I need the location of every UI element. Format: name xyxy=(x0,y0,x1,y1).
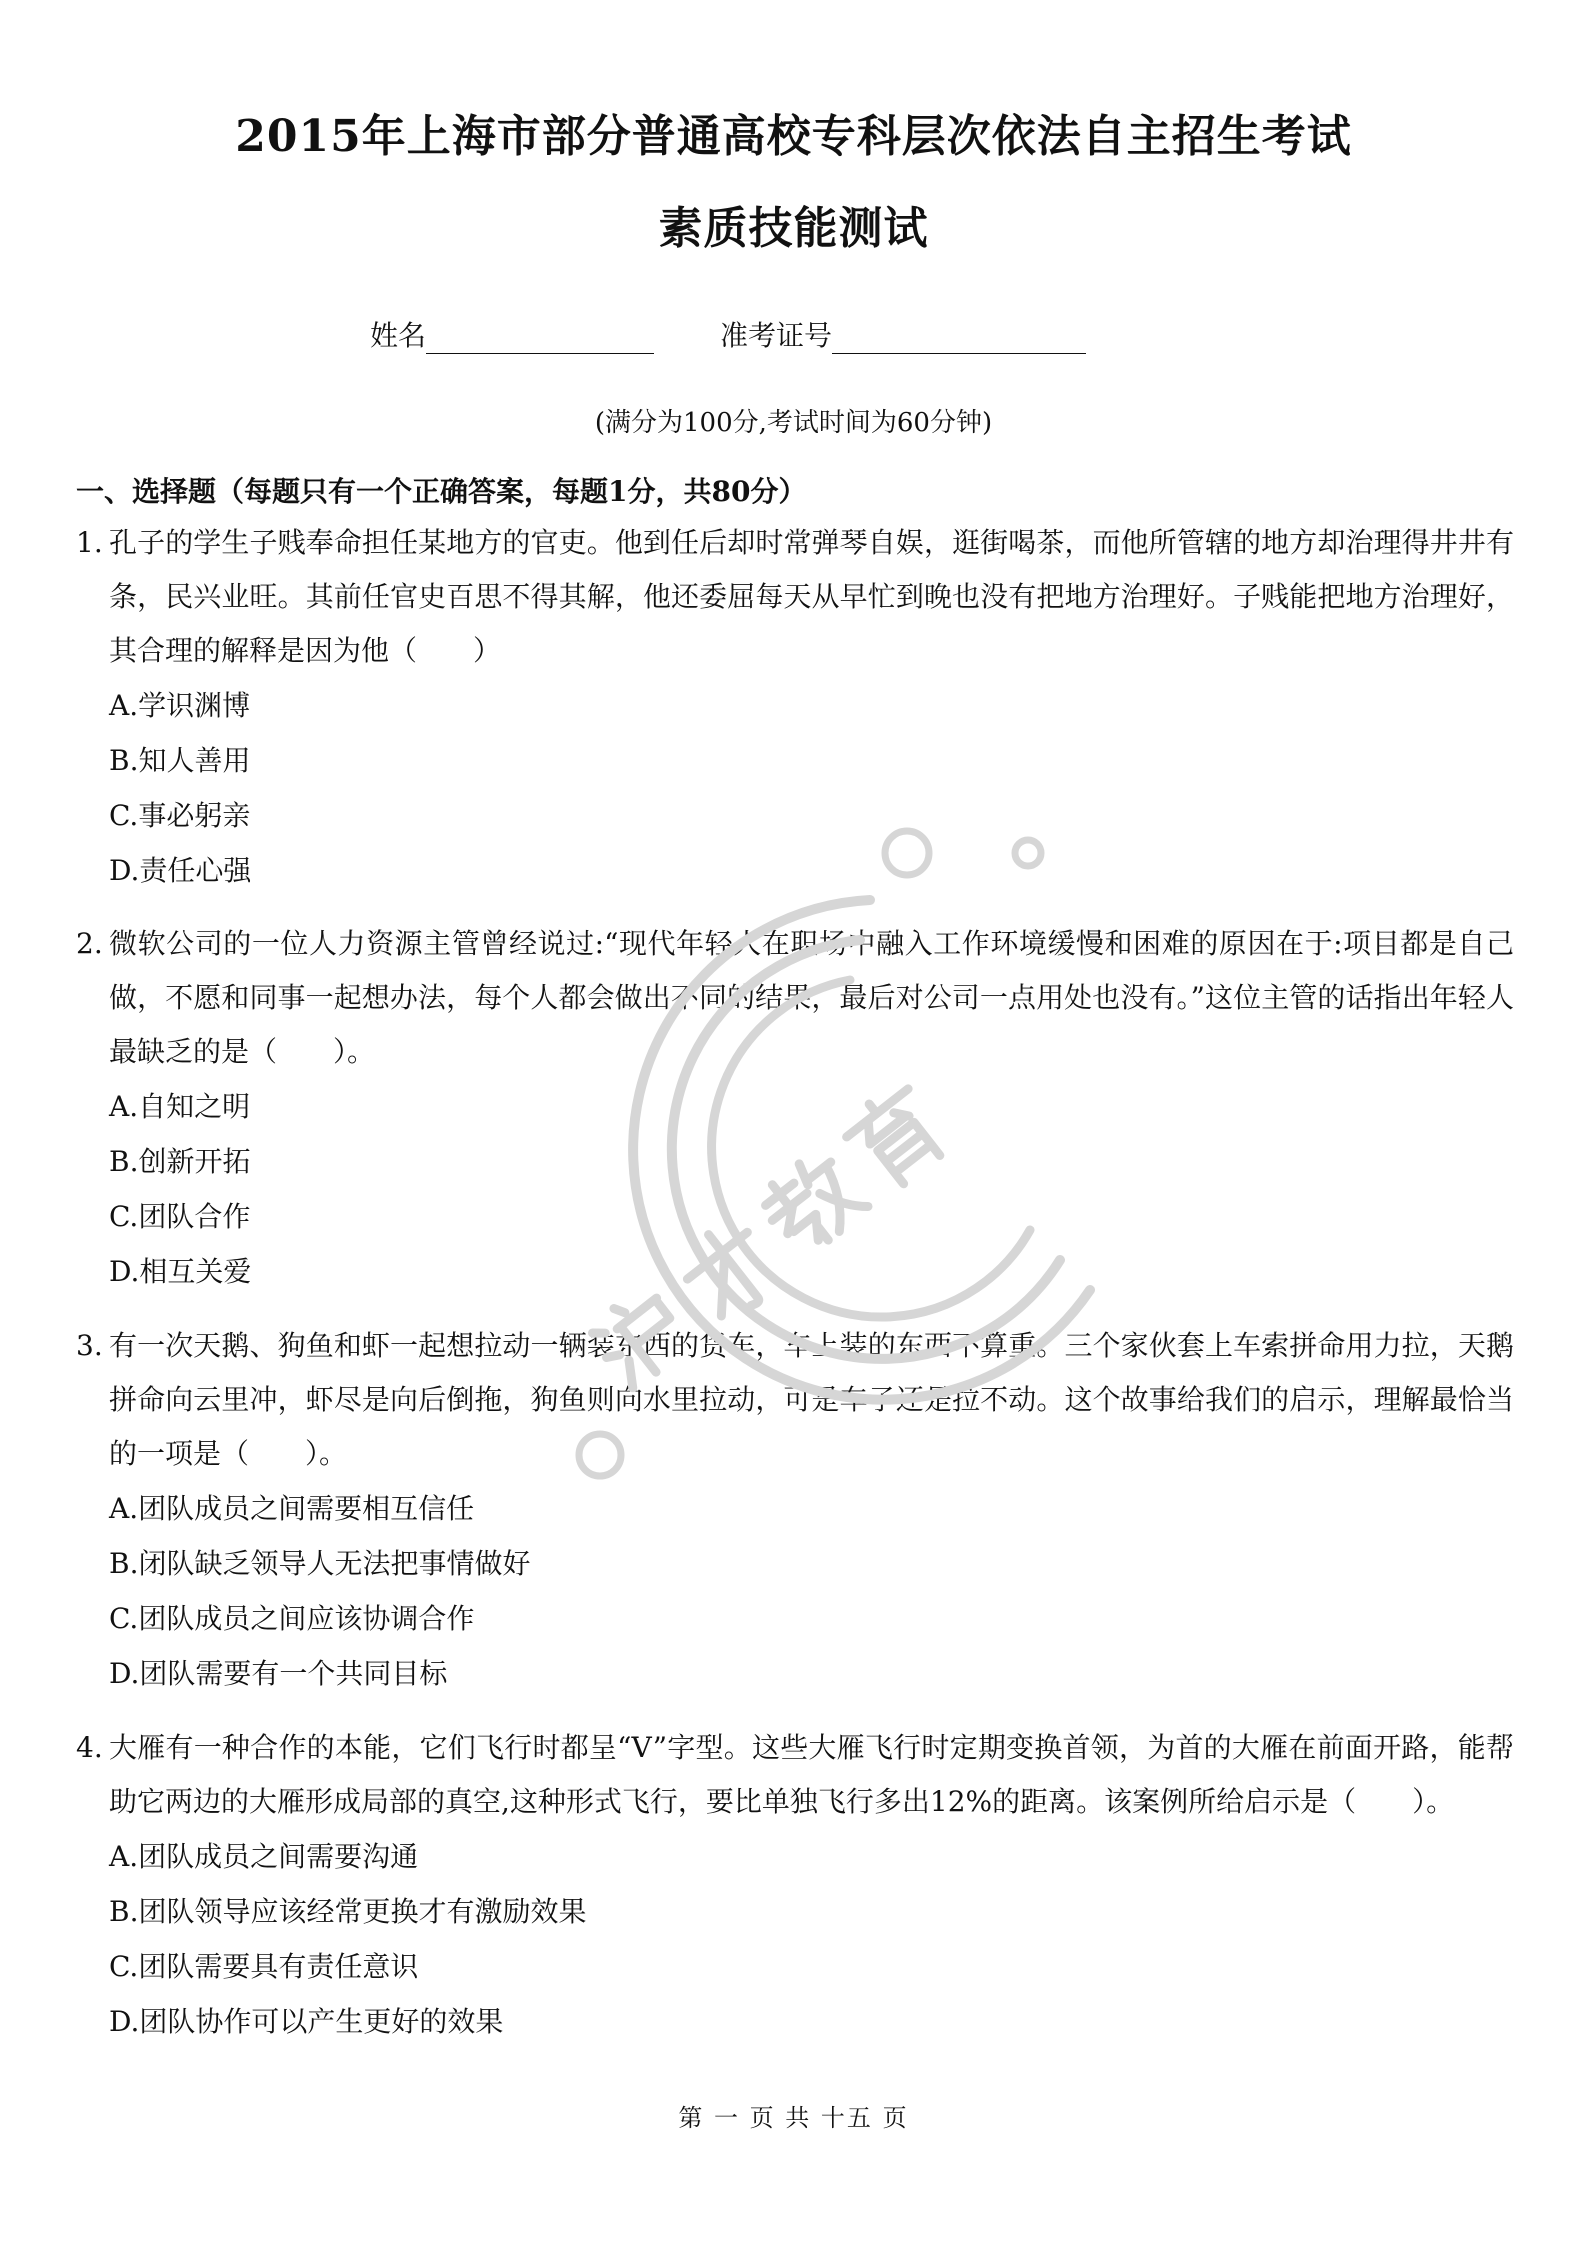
exam-id-blank xyxy=(832,323,1086,354)
option-b: B.闭队缺乏领导人无法把事情做好 xyxy=(109,1547,531,1580)
exam-title: 2015年上海市部分普通高校专科层次依法自主招生考试 xyxy=(235,111,1352,162)
option-d: D.责任心强 xyxy=(109,854,252,887)
exam-note: (满分为100分,考试时间为60分钟) xyxy=(594,408,993,438)
option-c: C.团队成员之间应该协调合作 xyxy=(109,1602,475,1635)
question-number: 4. xyxy=(76,1731,103,1764)
question-text: 有一次天鹅、狗鱼和虾一起想拉动一辆装东西的货车，车上装的东西不算重。三个家伙套上车索拼命用力拉，天鹅拼命向云里冲，虾尽是向后倒拖，狗鱼则向水里拉动，可是车子还是拉不动。这个故事给我们的启示，理解最恰当的一项是（ ）。 xyxy=(109,1329,1514,1470)
question-2 xyxy=(76,917,1514,1299)
option-d: D.团队需要有一个共同目标 xyxy=(109,1657,448,1690)
option-a: A.学识渊博 xyxy=(109,689,251,722)
page-footer: 第 一 页 共 十五 页 xyxy=(678,2104,909,2132)
option-b: B.创新开拓 xyxy=(109,1145,251,1178)
question-stem xyxy=(76,1721,1514,1829)
exam-subtitle: 素质技能测试 xyxy=(658,203,929,254)
question-number: 2. xyxy=(76,927,103,960)
option-d: D.团队协作可以产生更好的效果 xyxy=(109,2005,504,2038)
option-b: B.团队领导应该经常更换才有激励效果 xyxy=(109,1895,587,1928)
name-blank xyxy=(426,323,654,354)
question-3 xyxy=(76,1319,1514,1701)
exam-id-label: 准考证号 xyxy=(720,319,833,352)
question-stem xyxy=(76,1319,1514,1481)
option-a: A.自知之明 xyxy=(109,1090,251,1123)
section-heading: 一、选择题（每题只有一个正确答案，每题1分，共80分） xyxy=(76,475,807,508)
candidate-fields xyxy=(370,314,1270,354)
option-b: B.知人善用 xyxy=(109,744,251,777)
option-c: C.团队合作 xyxy=(109,1200,251,1233)
question-stem xyxy=(76,917,1514,1079)
option-a: A.团队成员之间需要相互信任 xyxy=(109,1492,475,1525)
question-4 xyxy=(76,1721,1514,2049)
option-d: D.相互关爱 xyxy=(109,1255,252,1288)
question-text: 微软公司的一位人力资源主管曾经说过:“现代年轻人在职场中融入工作环境缓慢和困难的原因在于:项目都是自己做，不愿和同事一起想办法，每个人都会做出不同的结果，最后对公司一点用处也没有。”这位主管的话指出年轻人最缺乏的是（ ）。 xyxy=(109,927,1514,1068)
option-c: C.事必躬亲 xyxy=(109,799,251,832)
question-number: 3. xyxy=(76,1329,103,1362)
question-number: 1. xyxy=(76,526,103,559)
question-text: 大雁有一种合作的本能，它们飞行时都呈“V”字型。这些大雁飞行时定期变换首领，为首的大雁在前面开路，能帮助它两边的大雁形成局部的真空,这种形式飞行，要比单独飞行多出12%的距离。该案例所给启示是（ ）。 xyxy=(109,1731,1514,1818)
question-text: 孔子的学生子贱奉命担任某地方的官吏。他到任后却时常弹琴自娱，逛街喝茶，而他所管辖的地方却治理得井井有条，民兴业旺。其前任官史百思不得其解，他还委屈每天从早忙到晚也没有把地方治理好。子贱能把地方治理好，其合理的解释是因为他（ ） xyxy=(109,526,1514,667)
question-stem xyxy=(76,516,1514,678)
option-c: C.团队需要具有责任意识 xyxy=(109,1950,419,1983)
name-label: 姓名 xyxy=(370,319,427,352)
question-1 xyxy=(76,516,1514,898)
option-a: A.团队成员之间需要沟通 xyxy=(109,1840,419,1873)
